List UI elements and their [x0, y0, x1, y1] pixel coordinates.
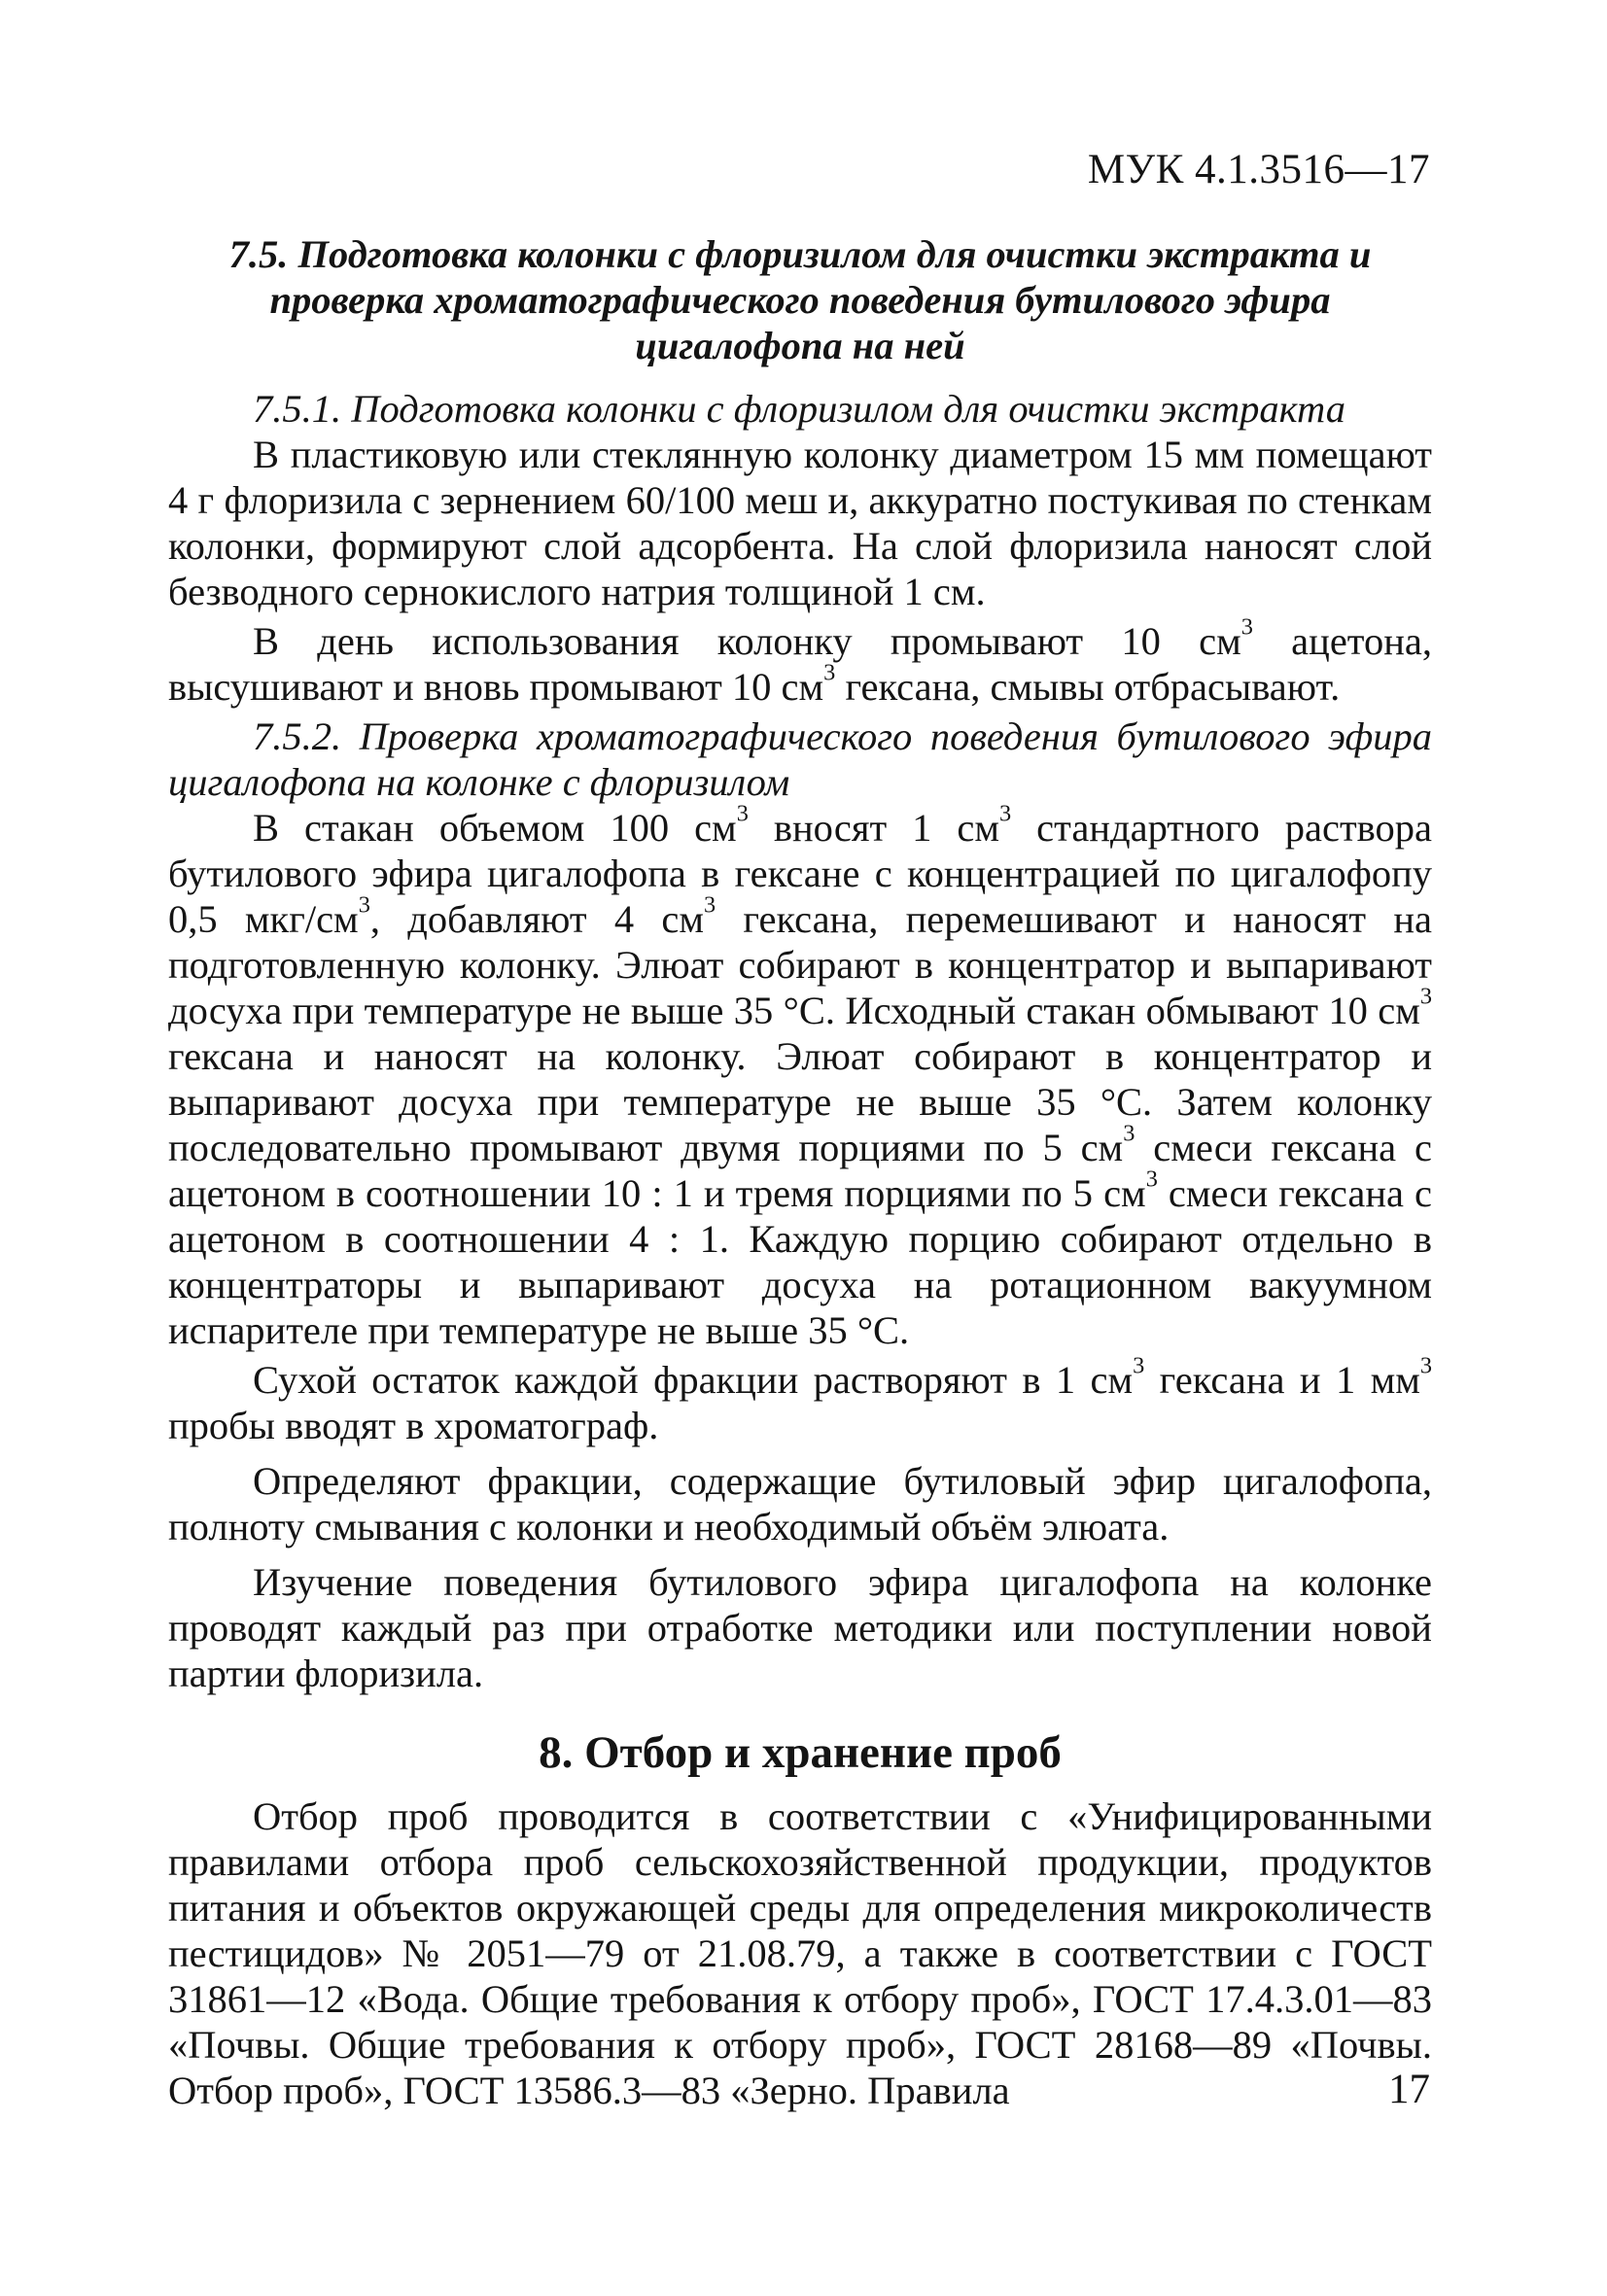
section-7-5-title: 7.5. Подготовка колонки с флоризилом для очистки экстракта и проверка хроматографического поведения бутилового эфира цигалофопа на ней — [228, 232, 1372, 367]
subsection-7-5-1-heading: 7.5.1. Подготовка колонки с флоризилом для очистки экстракта — [253, 387, 1346, 431]
paragraph-dry-residue: Сухой остаток каждой фракции растворяют в 1 $см^3$ гексана и 1 $мм^3$ пробы вводят в хроматограф. — [168, 1352, 1433, 1447]
paragraph-column-preparation: В пластиковую или стеклянную колонку диаметром 15 мм помещают 4 г флоризила с зернением 60/100 меш и, аккуратно постукивая по стенкам колонки, формируют слой адсорбента. На слой флоризила наносят слой безводного сернокислого натрия толщиной 1 см. — [168, 433, 1432, 613]
paragraph-fractions: Определяют фракции, содержащие бутиловый эфир цигалофопа, полноту смывания с колонки и необходимый объём элюата. — [168, 1459, 1432, 1548]
paragraph-sampling: Отбор проб проводится в соответствии с «Унифицированными правилами отбора проб сельскохозяйственной продукции, продуктов питания и объектов окружающей среды для определения микроколичеств пестицидов» № 2051—79 от 21.08.79, а также в соответствии с ГОСТ 31861—12 «Вода. Общие требования к отбору проб», ГОСТ 17.4.3.01—83 «Почвы. Общие требования к отбору проб», ГОСТ 28168—89 «Почвы. Отбор проб», ГОСТ 13586.3—83 «Зерно. Правила — [168, 1794, 1432, 2112]
document-code: МУК 4.1.3516—17 — [1087, 147, 1430, 192]
paragraph-column-washing: В день использования колонку промывают 10 $см^3$ ацетона, высушивают и вновь промывают 10 $см^3$ гексана, смывы отбрасывают. — [168, 613, 1432, 709]
page-number: 17 — [1388, 2067, 1430, 2112]
page-content — [168, 231, 1432, 2113]
subsection-7-5-2-heading: 7.5.2. Проверка хроматографического поведения бутилового эфира цигалофопа на колонке с флоризилом — [168, 714, 1432, 804]
section-8-title: 8. Отбор и хранение проб — [539, 1727, 1062, 1778]
paragraph-behavior-study: Изучение поведения бутилового эфира цигалофопа на колонке проводят каждый раз при отработке методики или поступлении новой партии флоризила. — [168, 1560, 1432, 1695]
paragraph-elution-procedure: В стакан объемом 100 $см^3$ вносят 1 $см^3$ стандартного раствора бутилового эфира цигалофопа в гексане с концентрацией по цигалофопу 0,5 мкг/$см^3$, добавляют 4 $см^3$ гексана, перемешивают и наносят на подготовленную колонку. Элюат собирают в концентратор и выпаривают досуха при температуре не выше 35 °С. Исходный стакан обмывают 10 $см^3$ гексана и наносят на колонку. Элюат собирают в концентратор и выпаривают досуха при температуре не выше 35 °С. Затем колонку последовательно промывают двумя порциями по 5 $см^3$ смеси гексана с ацетоном в соотношении 10 : 1 и тремя порциями по 5 $см^3$ смеси гексана с ацетоном в соотношении 4 : 1. Каждую порцию собирают отдельно в концентраторы и выпаривают досуха на ротационном вакуумном испарителе при температуре не выше 35 °С. — [168, 800, 1432, 1352]
